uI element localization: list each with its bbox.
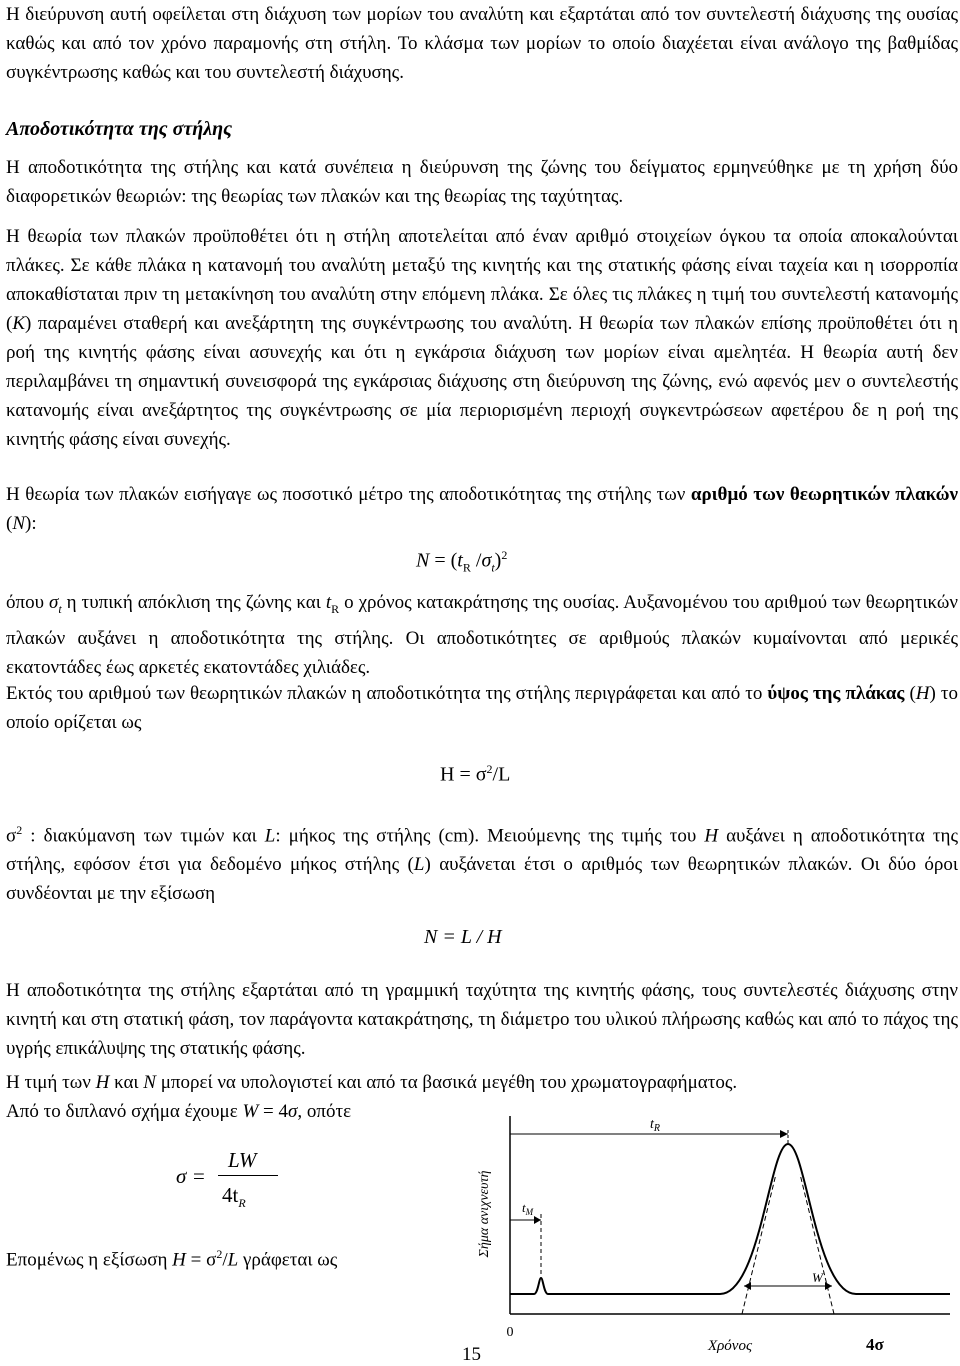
symbol-h: H (95, 1072, 110, 1093)
page-number: 15 (462, 1344, 481, 1365)
superscript: 2 (216, 1247, 223, 1261)
w-arrowhead-right (825, 1282, 832, 1290)
text-run: μπορεί να υπολογιστεί και από τα βασικά μεγέθη του χρωματογραφήματος. (155, 1072, 738, 1093)
paragraph-plate-height (6, 679, 958, 737)
text-run: ( (904, 683, 916, 704)
paragraph-calc (6, 1068, 958, 1097)
text-run: Η τιμή των (6, 1072, 96, 1093)
fraction-bar (218, 1175, 278, 1176)
symbol-l: L (227, 1249, 239, 1271)
eq-symbol: t (457, 549, 463, 572)
text-run: Η θεωρία των πλακών προϋποθέτει ότι η στήλη αποτελείται από έναν αριθμό στοιχείων όγκου τα οποία αποκαλούνται πλάκες. Σε κάθε πλάκα η κατανομή του αναλύτη μεταξύ της κινητής και της στατικής φάσης είναι ταχεία και η ισορροπία αποκαθίσταται πριν τη μετακίνηση του αναλύτη στην επόμενη πλάκα. Σε όλες τις πλάκες η τιμή του συντελεστή κατανομής ( (6, 226, 958, 334)
text-run: Από το διπλανό σχήμα έχουμε (6, 1101, 243, 1122)
text-run: Επομένως η εξίσωση (6, 1249, 173, 1271)
subscript: t (58, 601, 62, 616)
symbol-sigma: σ (6, 825, 17, 847)
text-run: = σ (185, 1249, 217, 1271)
y-axis-label: Σήμα ανιχνευτή (477, 1170, 492, 1258)
text-run: ) παραμένει σταθερή και ανεξάρτητη της συγκέντρωσης του αναλύτη. Η θεωρία των πλακών επίσης προϋποθέτει ότι η ροή της κινητής φάσης είναι ασυνεχής και ότι η εγκάρσια διάχυση των μορίων είναι αμελητέα. Η θεωρία αυτή δεν περιλαμβάνει τη σημαντική συνεισφορά της εγκάρσιας διάχυσης στη διεύρυνση της ζώνης, ενώ αφενός μεν ο συντελεστής κατανομής είναι ανεξάρτητος της συγκέντρωσης σε μία περιορισμένη περιοχή συγκεντρώσεων αφετέρου δε η ροή της κινητής φάσης είναι συνεχής. (6, 313, 958, 450)
eq-text: / (470, 549, 482, 572)
text-run: η τυπική απόκλιση της ζώνης και (61, 592, 326, 613)
text-run: , οπότε (297, 1101, 352, 1122)
text-run: ) αυξάνεται έτσι ο αριθμός των θεωρητικών πλακών. Οι δύο όροι συνδέονται με την εξίσωση (6, 854, 958, 905)
text-run: Η θεωρία των πλακών εισήγαγε ως ποσοτικό μέτρο της αποδοτικότητας της στήλης των (6, 484, 691, 505)
eq-text: ) (494, 549, 502, 572)
superscript: 2 (16, 823, 23, 837)
eq-symbol: σ (481, 549, 492, 572)
eq-superscript: 2 (501, 548, 508, 562)
eq-subscript: t (491, 560, 495, 575)
tm-label: $t_M$ (522, 1200, 534, 1217)
fraction-numerator: LW (228, 1148, 257, 1172)
four-sigma-label: 4σ (866, 1335, 884, 1354)
paragraph-figure-ref (6, 1097, 456, 1126)
symbol-t: t (325, 592, 332, 613)
chromatogram-figure (470, 1114, 956, 1360)
origin-label: 0 (506, 1325, 514, 1340)
symbol-h: H (172, 1249, 186, 1271)
eq-symbol: N (416, 549, 430, 572)
tr-label: $t_R$ (650, 1117, 660, 1134)
equation-plates (416, 548, 507, 576)
text-run: = 4 (258, 1101, 288, 1122)
paragraph-therefore (6, 1240, 456, 1274)
text-run: και (109, 1072, 144, 1093)
w-arrowhead-left (744, 1282, 751, 1290)
symbol-sigma: σ (287, 1101, 298, 1122)
symbol-h: H (915, 683, 930, 704)
left-tangent (742, 1174, 776, 1314)
paragraph-intro (6, 0, 958, 87)
text-run: ( (6, 513, 13, 534)
eq-text: /L (492, 763, 511, 786)
text-run: ): (25, 513, 37, 534)
denominator-subscript: R (238, 1196, 246, 1211)
tm-arrowhead (534, 1216, 541, 1224)
symbol-n: N (143, 1072, 156, 1093)
text-run: Εκτός του αριθμού των θεωρητικών πλακών η αποδοτικότητα της στήλης περιγράφεται και από το (6, 683, 768, 704)
paragraph-plates-number (6, 480, 958, 538)
symbol-sigma: σ (48, 592, 59, 613)
paragraph-variance (6, 816, 958, 908)
text-run: όπου (6, 592, 49, 613)
symbol-n: N (12, 513, 26, 534)
eq-text: = ( (429, 549, 458, 572)
paragraph-text: Η διεύρυνση αυτή οφείλεται στη διάχυση των μορίων του αναλύτη και εξαρτάται από τον συντελεστή διάχυσης της ουσίας καθώς και από τον χρόνο παραμονής στη στήλη. Το κλάσμα των μορίων το οποίο διαχέεται είναι ανάλογο της βαθμίδας συγκέντρωσης καθώς και του συντελεστή διάχυσης. (6, 4, 958, 83)
symbol-h: H (704, 825, 719, 847)
text-run: γράφεται ως (238, 1249, 338, 1271)
paragraph-efficiency: Η αποδοτικότητα της στήλης και κατά συνέπεια η διεύρυνση της ζώνης του δείγματος ερμηνεύθηκε με τη χρήση δύο διαφορετικών θεωριών: της θεωρίας των πλακών και της θεωρίας της ταχύτητας. (6, 157, 958, 207)
right-tangent (800, 1174, 834, 1314)
paragraph-where (6, 588, 958, 682)
subscript: R (331, 601, 340, 616)
equation-n-l-h: N = L / H (424, 926, 502, 948)
fraction-lhs: σ = (176, 1164, 206, 1188)
text-run: / (222, 1249, 228, 1271)
text-run: ο χρόνος κατακράτησης της ουσίας. Αυξανομένου του αριθμού των θεωρητικών πλακών αυξάνει η αποδοτικότητα της στήλης. Οι αποδοτικότητες σε αριθμούς πλακών κυμαίνονται από μερικές εκατοντάδες έως αρκετές εκατοντάδες χιλιάδες. (6, 592, 958, 678)
symbol-l: L (264, 825, 276, 847)
text-run: αυξάνει η αποδοτικότητα της στήλης, εφόσον έτσι για δεδομένο μήκος στήλης ( (6, 825, 958, 876)
paragraph-plate-theory (6, 222, 958, 454)
denominator-text: 4t (222, 1183, 239, 1207)
bold-term: ύψος της πλάκας (767, 683, 905, 704)
bold-term: αριθμό των θεωρητικών πλακών (690, 484, 958, 505)
text-run: : διακύμανση των τιμών και (22, 825, 265, 847)
section-heading: Αποδοτικότητα της στήλης (6, 118, 232, 140)
w-label: W (812, 1270, 823, 1285)
fraction-denominator (222, 1183, 246, 1211)
symbol-w: W (242, 1101, 259, 1122)
text-run: : μήκος της στήλης (cm). Μειούμενης της τιμής του (275, 825, 705, 847)
paragraph-dependence: Η αποδοτικότητα της στήλης εξαρτάται από τη γραμμική ταχύτητα της κινητής φάσης, τους συντελεστές διάχυσης στην κινητή και στη στατική φάση, τον παράγοντα κατακράτησης, τη διάμετρο του υλικού πλήρωσης καθώς και από το πάχος της υγρής επικάλυψης της στατικής φάσης. (6, 980, 958, 1059)
chromatogram-trace (510, 1144, 950, 1294)
symbol-l: L (413, 854, 425, 876)
eq-text: H = σ (440, 763, 487, 786)
text-run: ) το οποίο ορίζεται ως (6, 683, 959, 733)
symbol-k: K (12, 313, 26, 334)
x-axis-label: Χρόνος (707, 1338, 753, 1354)
eq-superscript: 2 (486, 762, 493, 776)
tr-arrowhead (780, 1130, 788, 1138)
equation-height (440, 762, 510, 787)
eq-subscript: R (462, 560, 471, 575)
